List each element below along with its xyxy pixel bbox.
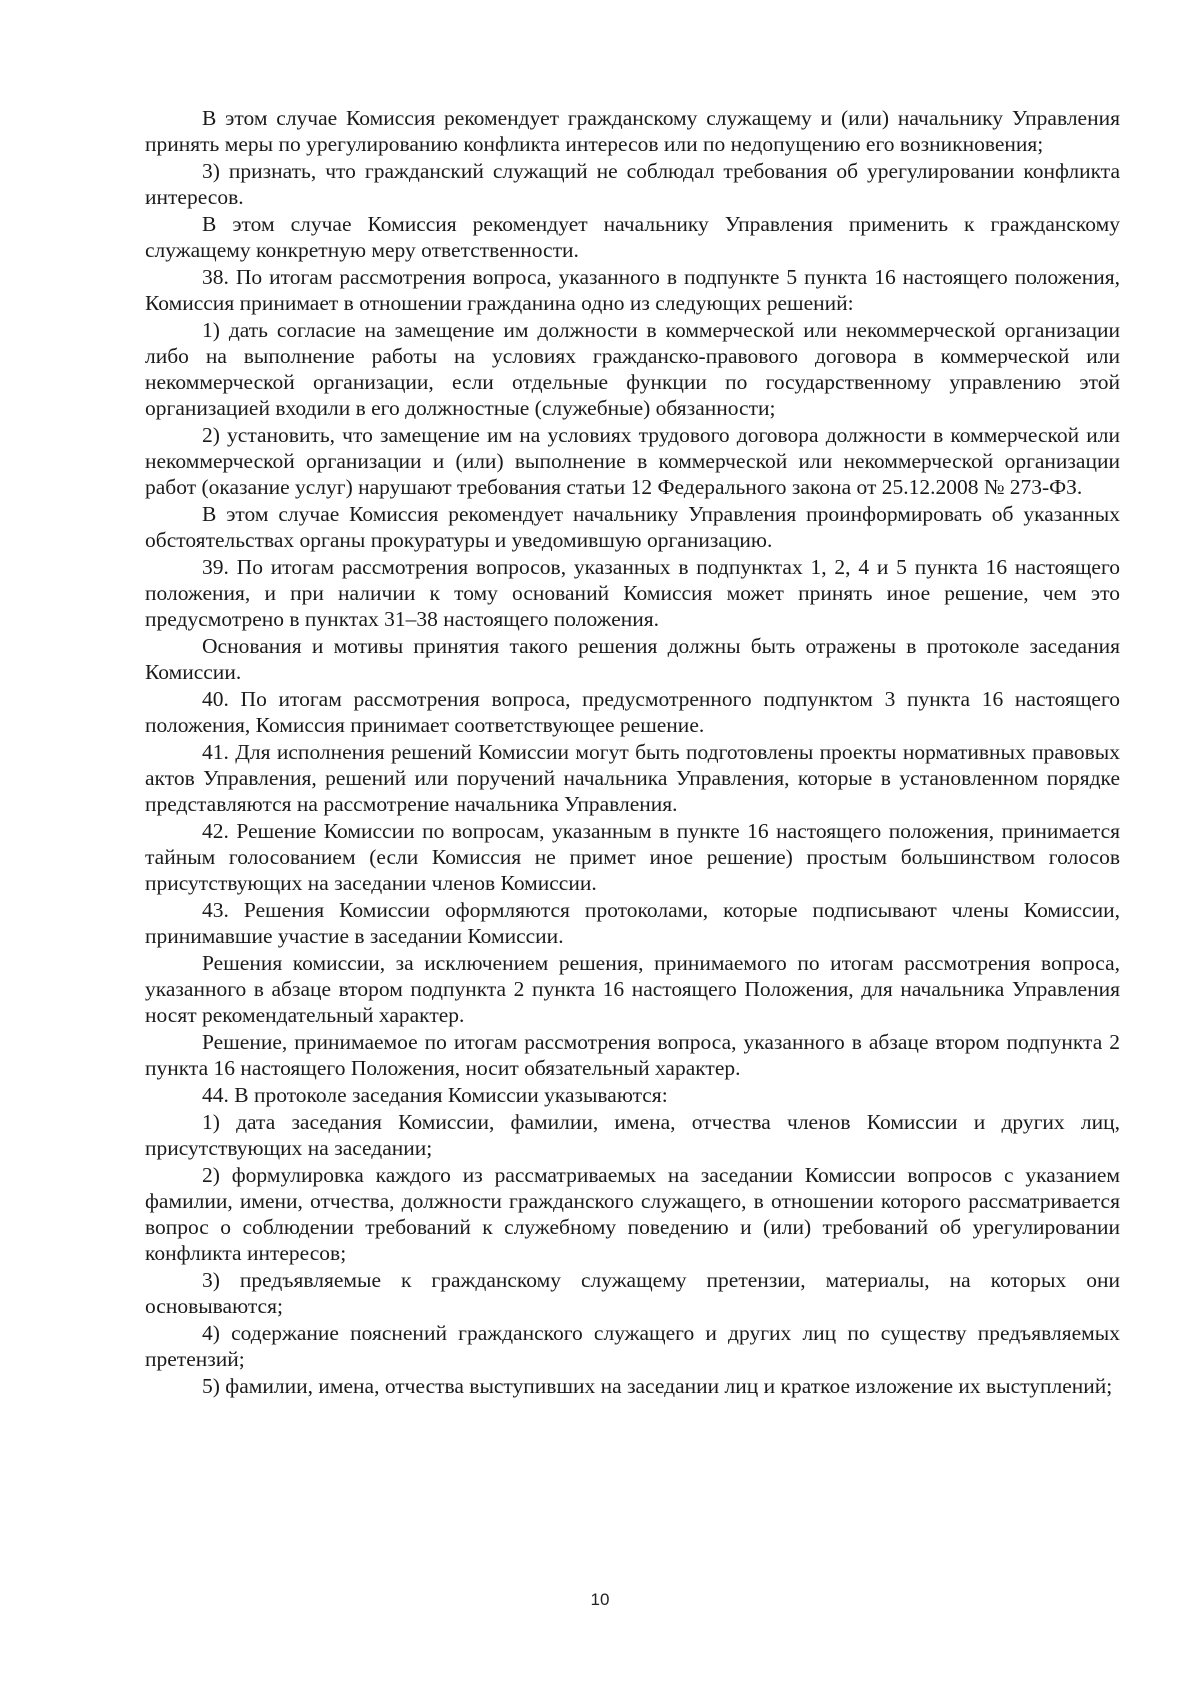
paragraph: 5) фамилии, имена, отчества выступивших на заседании лиц и краткое изложение их выступлений; — [202, 1374, 1113, 1398]
paragraph: В этом случае Комиссия рекомендует начальнику Управления применить к гражданскому служащему конкретную меру ответственности. — [145, 212, 1120, 262]
paragraph: 41. Для исполнения решений Комиссии могут быть подготовлены проекты нормативных правовых актов Управления, решений или поручений начальника Управления, которые в установленном порядке представляются на рассмотрение начальника Управления. — [145, 740, 1120, 816]
paragraph: 2) формулировка каждого из рассматриваемых на заседании Комиссии вопросов с указанием фамилии, имени, отчества, должности гражданского служащего, в отношении которого рассматривается вопрос о соблюдении требований к служебному поведению и (или) требований об урегулировании конфликта интересов; — [145, 1163, 1120, 1265]
paragraph: 44. В протоколе заседания Комиссии указываются: — [202, 1083, 668, 1107]
paragraph: 39. По итогам рассмотрения вопросов, указанных в подпунктах 1, 2, 4 и 5 пункта 16 настоящего положения, и при наличии к тому оснований Комиссия может принять иное решение, чем это предусмотрено в пунктах 31–38 настоящего положения. — [145, 555, 1120, 631]
paragraph: В этом случае Комиссия рекомендует гражданскому служащему и (или) начальнику Управления принять меры по урегулированию конфликта интересов или по недопущению его возникновения; — [145, 106, 1120, 156]
paragraph: 2) установить, что замещение им на условиях трудового договора должности в коммерческой или некоммерческой организации и (или) выполнение в коммерческой или некоммерческой организации работ (оказание услуг) нарушают требования статьи 12 Федерального закона от 25.12.2008 № 273-ФЗ. — [145, 423, 1120, 499]
paragraph: Решение, принимаемое по итогам рассмотрения вопроса, указанного в абзаце втором подпункта 2 пункта 16 настоящего Положения, носит обязательный характер. — [145, 1030, 1120, 1080]
paragraph: 42. Решение Комиссии по вопросам, указанным в пункте 16 настоящего положения, принимается тайным голосованием (если Комиссия не примет иное решение) простым большинством голосов присутствующих на заседании членов Комиссии. — [145, 819, 1120, 895]
paragraph: 1) дать согласие на замещение им должности в коммерческой или некоммерческой организации либо на выполнение работы на условиях гражданско-правового договора в коммерческой или некоммерческой организации, если отдельные функции по государственному управлению этой организацией входили в его должностные (служебные) обязанности; — [145, 318, 1120, 420]
paragraph: Решения комиссии, за исключением решения, принимаемого по итогам рассмотрения вопроса, указанного в абзаце втором подпункта 2 пункта 16 настоящего Положения, для начальника Управления носят рекомендательный характер. — [145, 951, 1120, 1027]
paragraph: Основания и мотивы принятия такого решения должны быть отражены в протоколе заседания Комиссии. — [145, 634, 1120, 684]
page-number: 10 — [590, 1590, 610, 1609]
paragraph: 3) предъявляемые к гражданскому служащему претензии, материалы, на которых они основываются; — [145, 1268, 1120, 1318]
paragraph: 38. По итогам рассмотрения вопроса, указанного в подпункте 5 пункта 16 настоящего положения, Комиссия принимает в отношении гражданина одно из следующих решений: — [145, 265, 1120, 315]
paragraph: 3) признать, что гражданский служащий не соблюдал требования об урегулировании конфликта интересов. — [145, 159, 1120, 209]
paragraph: 1) дата заседания Комиссии, фамилии, имена, отчества членов Комиссии и других лиц, присутствующих на заседании; — [145, 1110, 1120, 1160]
paragraph: В этом случае Комиссия рекомендует начальнику Управления проинформировать об указанных обстоятельствах органы прокуратуры и уведомившую организацию. — [145, 502, 1120, 552]
paragraph: 40. По итогам рассмотрения вопроса, предусмотренного подпунктом 3 пункта 16 настоящего положения, Комиссия принимает соответствующее решение. — [145, 687, 1120, 737]
paragraph: 43. Решения Комиссии оформляются протоколами, которые подписывают члены Комиссии, принимавшие участие в заседании Комиссии. — [145, 898, 1120, 948]
document-body — [145, 105, 1120, 1400]
paragraph: 4) содержание пояснений гражданского служащего и других лиц по существу предъявляемых претензий; — [145, 1321, 1120, 1371]
